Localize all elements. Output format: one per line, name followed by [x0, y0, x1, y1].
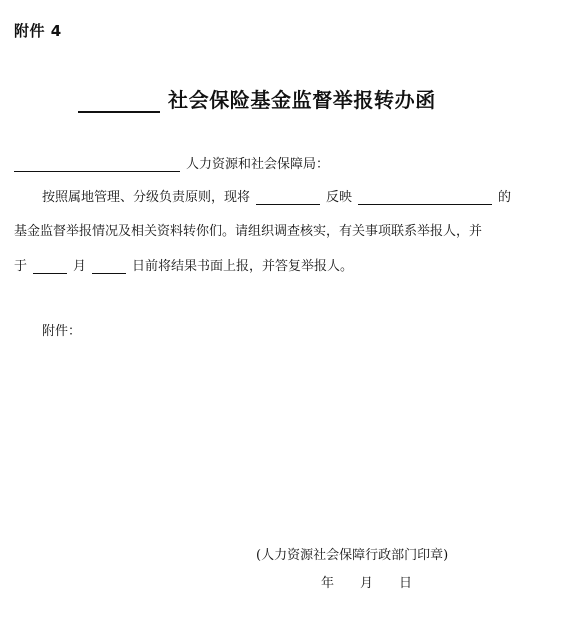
- deadline-month-blank: [33, 261, 67, 274]
- attachment-line: [42, 320, 81, 339]
- signature-date: [321, 572, 412, 591]
- para1-text-3: 的: [498, 190, 512, 205]
- title-text: 社会保险基金监督举报转办函: [168, 88, 436, 112]
- recipient-suffix: 人力资源和社会保障局：: [186, 157, 330, 172]
- attachment-label: 附件：: [42, 324, 82, 339]
- document-title: [78, 84, 436, 113]
- para3-month: 月: [73, 259, 87, 274]
- date-month: 月: [360, 576, 374, 591]
- stamp-text: (人力资源社会保障行政部门印章): [256, 548, 449, 563]
- para2-text: 基金监督举报情况及相关资料转你们。请组织调查核实，有关事项联系举报人，并: [14, 224, 483, 239]
- paragraph-line-2: [14, 220, 482, 239]
- title-blank-line: [78, 93, 160, 113]
- paragraph-line-3: [14, 255, 353, 274]
- para1-text-1: 按照属地管理、分级负责原则，现将: [42, 190, 251, 205]
- reporter-blank: [358, 192, 492, 205]
- date-day: 日: [399, 576, 413, 591]
- para3-text-1: 于: [14, 259, 28, 274]
- paragraph-line-1: [42, 186, 511, 205]
- para1-text-2: 反映: [326, 190, 353, 205]
- para3-text-2: 日前将结果书面上报，并答复举报人。: [132, 259, 354, 274]
- recipient-line: [14, 153, 329, 172]
- deadline-day-blank: [92, 261, 126, 274]
- date-year: 年: [321, 576, 335, 591]
- recipient-blank: [14, 159, 180, 172]
- annex-label: 附件 4: [14, 22, 62, 40]
- forwarded-item-blank: [256, 192, 320, 205]
